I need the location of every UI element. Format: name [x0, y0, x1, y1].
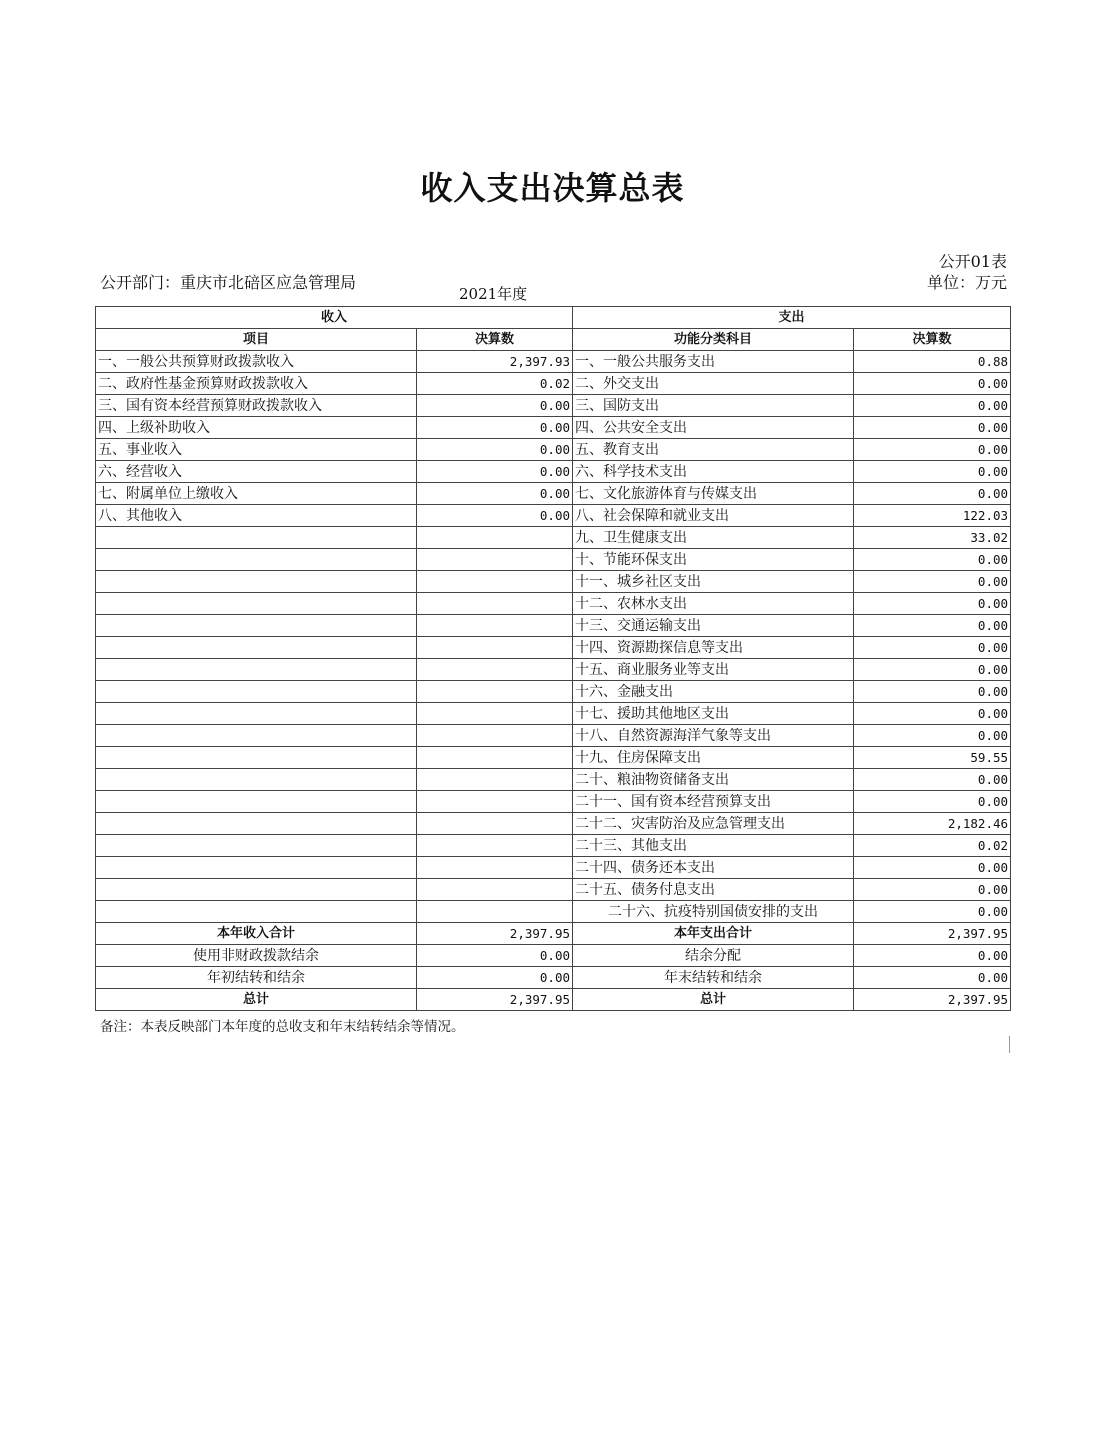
income-item-value: 0.00: [417, 395, 573, 417]
expense-item-label: 十八、自然资源海洋气象等支出: [573, 725, 854, 747]
income-item-label: [96, 527, 417, 549]
col-category-header: 功能分类科目: [573, 329, 854, 351]
expense-item-label: 十五、商业服务业等支出: [573, 659, 854, 681]
expense-item-label: 十、节能环保支出: [573, 549, 854, 571]
income-item-value: [417, 659, 573, 681]
table-row: [96, 615, 1011, 637]
expense-item-value: 0.00: [854, 461, 1011, 483]
income-item-label: 一、一般公共预算财政拨款收入: [96, 351, 417, 373]
expense-item-label: 八、社会保障和就业支出: [573, 505, 854, 527]
income-item-value: 0.00: [417, 483, 573, 505]
summary-expense-label: 本年支出合计: [573, 923, 854, 945]
summary-row: [96, 945, 1011, 967]
income-item-label: 六、经营收入: [96, 461, 417, 483]
summary-income-value: 0.00: [417, 967, 573, 989]
income-item-label: 三、国有资本经营预算财政拨款收入: [96, 395, 417, 417]
col-item-header: 项目: [96, 329, 417, 351]
table-header-row: [96, 307, 1011, 329]
expense-item-value: 0.00: [854, 725, 1011, 747]
expense-item-value: 0.00: [854, 571, 1011, 593]
income-item-label: [96, 813, 417, 835]
expense-item-label: 十二、农林水支出: [573, 593, 854, 615]
expense-item-label: 六、科学技术支出: [573, 461, 854, 483]
expense-item-value: 0.88: [854, 351, 1011, 373]
expense-item-value: 59.55: [854, 747, 1011, 769]
income-item-label: 四、上级补助收入: [96, 417, 417, 439]
expense-item-label: 七、文化旅游体育与传媒支出: [573, 483, 854, 505]
table-row: [96, 879, 1011, 901]
summary-row: [96, 989, 1011, 1011]
summary-row: [96, 923, 1011, 945]
table-row: [96, 373, 1011, 395]
expense-item-label: 二十三、其他支出: [573, 835, 854, 857]
table-row: [96, 351, 1011, 373]
summary-expense-label: 总计: [573, 989, 854, 1011]
table-row: [96, 681, 1011, 703]
summary-income-value: 2,397.95: [417, 989, 573, 1011]
income-item-value: [417, 527, 573, 549]
table-row: [96, 813, 1011, 835]
summary-income-label: 本年收入合计: [96, 923, 417, 945]
income-item-label: 五、事业收入: [96, 439, 417, 461]
income-item-value: 0.00: [417, 461, 573, 483]
table-row: [96, 637, 1011, 659]
form-code: 公开01表: [938, 252, 1007, 271]
table-row: [96, 769, 1011, 791]
expense-item-value: 0.00: [854, 703, 1011, 725]
income-item-label: [96, 637, 417, 659]
income-header: 收入: [96, 307, 573, 329]
income-item-value: [417, 725, 573, 747]
income-item-label: [96, 615, 417, 637]
summary-expense-value: 2,397.95: [854, 989, 1011, 1011]
income-item-label: [96, 769, 417, 791]
summary-income-value: 2,397.95: [417, 923, 573, 945]
table-row: [96, 571, 1011, 593]
income-item-label: [96, 703, 417, 725]
table-row: [96, 593, 1011, 615]
expense-item-value: 0.00: [854, 395, 1011, 417]
expense-item-label: 十三、交通运输支出: [573, 615, 854, 637]
income-item-value: [417, 571, 573, 593]
income-item-value: 0.00: [417, 505, 573, 527]
income-item-value: [417, 549, 573, 571]
table-row: [96, 549, 1011, 571]
income-item-label: [96, 747, 417, 769]
income-item-value: [417, 791, 573, 813]
expense-item-value: 0.00: [854, 681, 1011, 703]
expense-item-label: 二十、粮油物资储备支出: [573, 769, 854, 791]
table-row: [96, 747, 1011, 769]
table-subheader-row: [96, 329, 1011, 351]
fiscal-year: 2021年度: [459, 285, 528, 303]
table-row: [96, 703, 1011, 725]
expense-item-label: 一、一般公共服务支出: [573, 351, 854, 373]
summary-income-label: 总计: [96, 989, 417, 1011]
expense-item-value: 0.00: [854, 439, 1011, 461]
income-item-label: 七、附属单位上缴收入: [96, 483, 417, 505]
income-item-label: [96, 857, 417, 879]
table-row: [96, 857, 1011, 879]
expense-item-value: 0.00: [854, 879, 1011, 901]
expense-item-value: 0.00: [854, 769, 1011, 791]
unit-label: 单位：万元: [926, 273, 1007, 292]
expense-item-label: 十一、城乡社区支出: [573, 571, 854, 593]
expense-item-label: 二十六、抗疫特别国债安排的支出: [573, 901, 854, 923]
table-row: [96, 527, 1011, 549]
expense-item-label: 二十四、债务还本支出: [573, 857, 854, 879]
expense-item-value: 122.03: [854, 505, 1011, 527]
expense-item-label: 二十二、灾害防治及应急管理支出: [573, 813, 854, 835]
table-row: [96, 417, 1011, 439]
expense-item-label: 二十一、国有资本经营预算支出: [573, 791, 854, 813]
col-expense-amount-header: 决算数: [854, 329, 1011, 351]
footnote: 备注：本表反映部门本年度的总收支和年末结转结余等情况。: [100, 1019, 465, 1035]
income-item-label: [96, 571, 417, 593]
income-item-value: [417, 835, 573, 857]
expense-item-value: 0.00: [854, 593, 1011, 615]
expense-item-value: 0.00: [854, 791, 1011, 813]
table-row: [96, 461, 1011, 483]
edge-mark: [1009, 1036, 1010, 1053]
summary-expense-label: 结余分配: [573, 945, 854, 967]
expense-item-label: 十九、住房保障支出: [573, 747, 854, 769]
summary-expense-label: 年末结转和结余: [573, 967, 854, 989]
expense-item-value: 0.00: [854, 483, 1011, 505]
expense-item-value: 0.00: [854, 615, 1011, 637]
expense-item-value: 0.00: [854, 857, 1011, 879]
expense-item-value: 0.02: [854, 835, 1011, 857]
expense-item-value: 0.00: [854, 659, 1011, 681]
table-row: [96, 505, 1011, 527]
income-item-value: [417, 747, 573, 769]
expense-item-value: 0.00: [854, 901, 1011, 923]
income-item-label: [96, 901, 417, 923]
expense-item-value: 0.00: [854, 417, 1011, 439]
table-row: [96, 725, 1011, 747]
summary-row: [96, 967, 1011, 989]
income-expense-table: [95, 306, 1011, 1011]
expense-item-label: 二、外交支出: [573, 373, 854, 395]
income-item-label: [96, 879, 417, 901]
income-item-value: 0.00: [417, 439, 573, 461]
income-item-label: [96, 835, 417, 857]
income-item-label: [96, 681, 417, 703]
income-item-value: 2,397.93: [417, 351, 573, 373]
table-row: [96, 901, 1011, 923]
table-row: [96, 483, 1011, 505]
income-item-label: 八、其他收入: [96, 505, 417, 527]
income-item-label: [96, 659, 417, 681]
table-row: [96, 659, 1011, 681]
expense-item-label: 九、卫生健康支出: [573, 527, 854, 549]
income-item-value: [417, 901, 573, 923]
summary-expense-value: 0.00: [854, 967, 1011, 989]
page-title: 收入支出决算总表: [420, 169, 685, 207]
expense-item-label: 十六、金融支出: [573, 681, 854, 703]
table-row: [96, 395, 1011, 417]
income-item-value: [417, 879, 573, 901]
income-item-value: [417, 681, 573, 703]
income-item-value: 0.02: [417, 373, 573, 395]
summary-expense-value: 2,397.95: [854, 923, 1011, 945]
expense-item-label: 十四、资源勘探信息等支出: [573, 637, 854, 659]
income-item-value: [417, 703, 573, 725]
summary-income-label: 年初结转和结余: [96, 967, 417, 989]
department-label: 公开部门：重庆市北碚区应急管理局: [100, 273, 357, 292]
col-income-amount-header: 决算数: [417, 329, 573, 351]
expense-item-label: 五、教育支出: [573, 439, 854, 461]
income-item-value: [417, 593, 573, 615]
income-item-label: [96, 791, 417, 813]
table-row: [96, 791, 1011, 813]
expense-item-value: 0.00: [854, 549, 1011, 571]
income-item-label: [96, 593, 417, 615]
summary-income-label: 使用非财政拨款结余: [96, 945, 417, 967]
expense-item-value: 33.02: [854, 527, 1011, 549]
expense-item-value: 0.00: [854, 373, 1011, 395]
expense-item-label: 二十五、债务付息支出: [573, 879, 854, 901]
expense-item-label: 四、公共安全支出: [573, 417, 854, 439]
income-item-value: [417, 813, 573, 835]
expense-item-value: 2,182.46: [854, 813, 1011, 835]
summary-income-value: 0.00: [417, 945, 573, 967]
expense-item-label: 三、国防支出: [573, 395, 854, 417]
income-item-label: [96, 725, 417, 747]
expense-item-value: 0.00: [854, 637, 1011, 659]
income-item-label: 二、政府性基金预算财政拨款收入: [96, 373, 417, 395]
income-item-label: [96, 549, 417, 571]
expense-header: 支出: [573, 307, 1011, 329]
expense-item-label: 十七、援助其他地区支出: [573, 703, 854, 725]
income-item-value: 0.00: [417, 417, 573, 439]
income-item-value: [417, 857, 573, 879]
income-item-value: [417, 615, 573, 637]
summary-expense-value: 0.00: [854, 945, 1011, 967]
income-item-value: [417, 637, 573, 659]
table-row: [96, 835, 1011, 857]
table-row: [96, 439, 1011, 461]
income-item-value: [417, 769, 573, 791]
